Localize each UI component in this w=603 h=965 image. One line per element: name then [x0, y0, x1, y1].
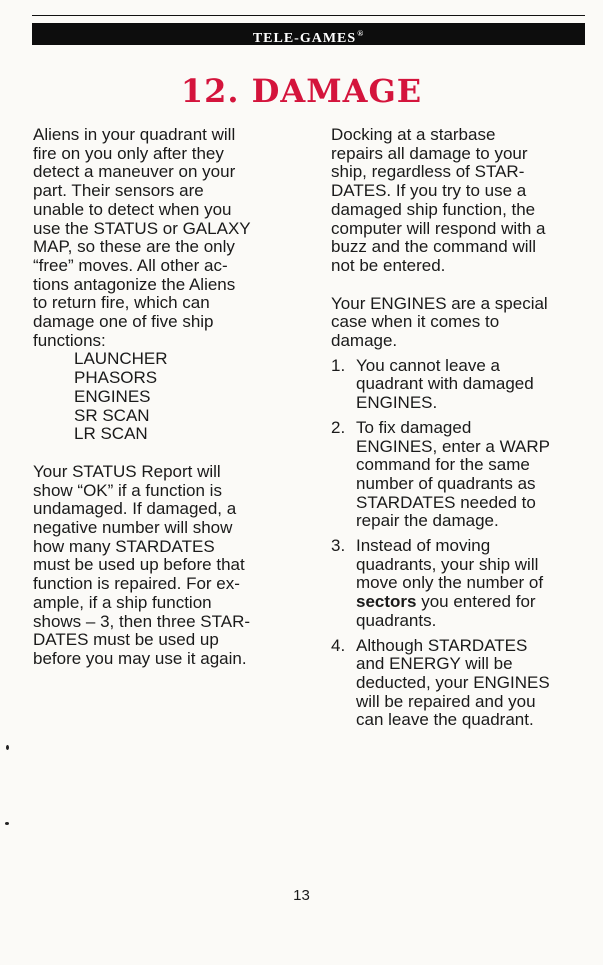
list-line: deducted, your ENGINES: [356, 672, 550, 692]
intro-line: Aliens in your quadrant will: [33, 125, 236, 144]
list-line: [356, 593, 576, 612]
status-line: function is repaired. For ex-: [33, 574, 240, 594]
list-line: and ENERGY will be: [356, 654, 513, 674]
intro-line: fire on you only after they: [33, 143, 224, 163]
status-line: ample, if a ship function: [33, 592, 212, 612]
list-line: To fix damaged: [356, 417, 472, 437]
list-line: quadrants.: [356, 610, 437, 630]
list-line: number of quadrants as: [356, 473, 536, 493]
engines-line: Your ENGINES are a special: [331, 293, 548, 313]
list-line: command for the same: [356, 455, 530, 475]
intro-line: part. Their sensors are: [33, 181, 204, 201]
intro-line: tions antagonize the Aliens: [33, 274, 236, 294]
header-rule: [32, 15, 585, 16]
list-line: will be repaired and you: [356, 691, 536, 711]
left-column: [33, 126, 283, 669]
list-number: 3.: [331, 536, 346, 556]
intro-line: detect a maneuver on your: [33, 162, 236, 182]
intro-line: damage one of five ship: [33, 312, 214, 332]
list-line: Although STARDATES: [356, 635, 528, 655]
list-item: [331, 357, 576, 413]
list-item: [331, 419, 576, 531]
engines-line: case when it comes to: [331, 312, 500, 332]
status-line: undamaged. If damaged, a: [33, 499, 237, 519]
function-item: SR SCAN: [74, 405, 150, 425]
docking-line: not be entered.: [331, 255, 446, 275]
intro-line: “free” moves. All other ac-: [33, 255, 228, 275]
list-item: [331, 537, 576, 631]
list-line: You cannot leave a: [356, 355, 500, 375]
status-line: Your STATUS Report will: [33, 461, 221, 481]
function-item: PHASORS: [74, 368, 158, 388]
right-column: [331, 126, 576, 736]
list-number: 2.: [331, 417, 346, 437]
list-item: [331, 637, 576, 731]
function-item: ENGINES: [74, 386, 151, 406]
list-line: ENGINES.: [356, 393, 438, 413]
intro-line: unable to detect when you: [33, 199, 232, 219]
docking-line: buzz and the command will: [331, 237, 537, 257]
page-title: 12. DAMAGE: [180, 72, 423, 110]
list-line: repair the damage.: [356, 511, 499, 531]
list-number: 1.: [331, 355, 346, 375]
list-line: quadrants, your ship will: [356, 554, 539, 574]
engines-rules-list: [331, 357, 576, 730]
status-line: must be used up before that: [33, 555, 245, 575]
list-line: can leave the quadrant.: [356, 710, 534, 730]
status-line: how many STARDATES: [33, 536, 215, 556]
status-line: show “OK” if a function is: [33, 480, 222, 500]
function-item: LR SCAN: [74, 424, 148, 444]
function-item: LAUNCHER: [74, 349, 168, 369]
scan-speck: [5, 822, 9, 825]
status-line: negative number will show: [33, 518, 233, 538]
docking-line: DATES. If you try to use a: [331, 181, 527, 201]
engines-line: damage.: [331, 331, 398, 351]
list-line: Instead of moving: [356, 536, 491, 556]
list-line-tail: you entered for: [416, 592, 536, 612]
trademark-mark: ®: [357, 29, 365, 38]
docking-line: ship, regardless of STAR-: [331, 162, 525, 182]
page-number: 13: [293, 887, 310, 904]
status-line: shows – 3, then three STAR-: [33, 611, 251, 631]
intro-line: use the STATUS or GALAXY: [33, 218, 251, 238]
status-line: DATES must be used up: [33, 630, 219, 650]
intro-line: functions:: [33, 330, 106, 350]
banner-text: TELE-GAMES: [252, 31, 357, 46]
intro-line: to return fire, which can: [33, 293, 210, 313]
list-number: 4.: [331, 635, 346, 655]
docking-line: computer will respond with a: [331, 218, 546, 238]
intro-line: MAP, so these are the only: [33, 237, 235, 257]
docking-line: Docking at a starbase: [331, 125, 496, 144]
list-line: STARDATES needed to: [356, 492, 536, 512]
status-line: before you may use it again.: [33, 648, 247, 668]
scan-speck: [6, 745, 9, 750]
list-line: quadrant with damaged: [356, 374, 534, 394]
list-line: move only the number of: [356, 573, 544, 593]
docking-line: damaged ship function, the: [331, 199, 536, 219]
list-line: ENGINES, enter a WARP: [356, 436, 550, 456]
emphasis-sectors: sectors: [356, 592, 417, 612]
header-banner: [32, 23, 585, 45]
docking-line: repairs all damage to your: [331, 143, 528, 163]
